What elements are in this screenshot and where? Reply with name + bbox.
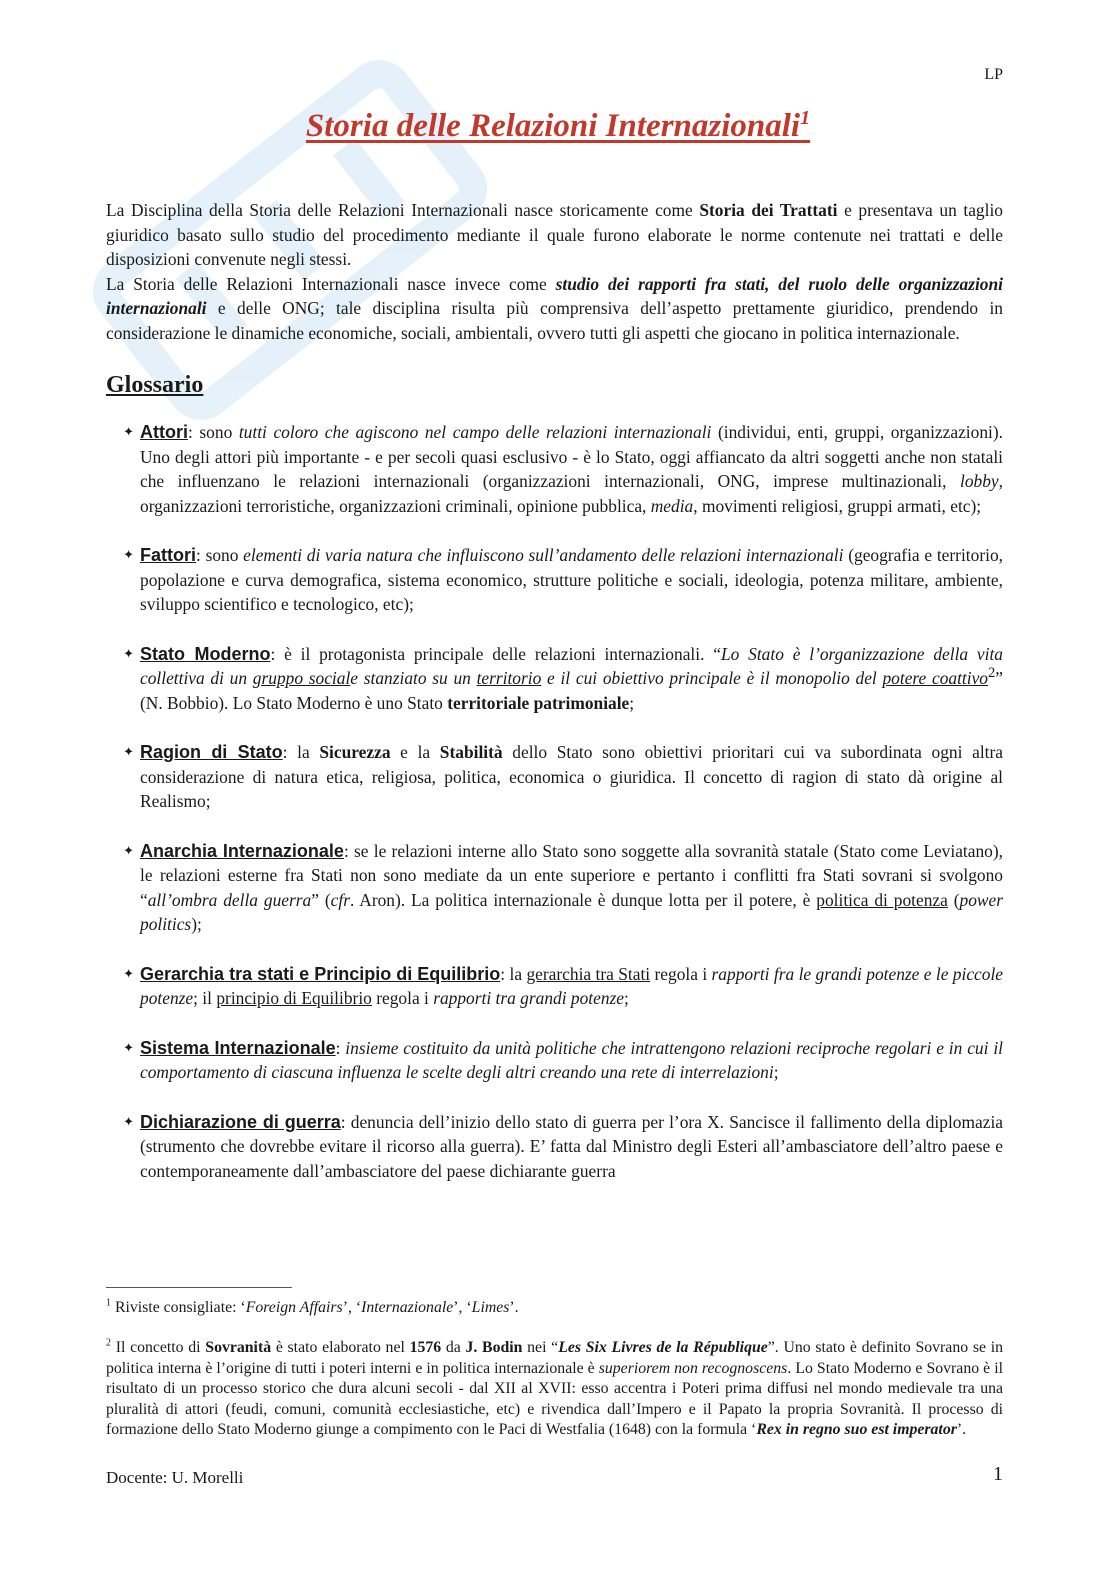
glossary-heading: Glossario xyxy=(106,372,204,398)
footnote-separator xyxy=(106,1287,292,1288)
footnote-ref-2[interactable]: 2 xyxy=(988,665,996,682)
intro-paragraph-1: La Disciplina della Storia delle Relazioni Internazionali nasce storicamente come Storia dei Trattati e presentava un taglio giuridico basato sullo studio del procedimento mediante il quale furono elaborate le norme contenute nei trattati e delle disposizioni convenute negli stessi. xyxy=(106,200,1003,269)
main-content xyxy=(106,198,1003,1208)
star-bullet-icon: ✦ xyxy=(123,645,134,661)
star-bullet-icon: ✦ xyxy=(123,842,134,858)
term-attori: Attori xyxy=(140,422,188,442)
footer-docente: Docente: U. Morelli xyxy=(106,1468,244,1487)
page-number: 1 xyxy=(993,1463,1003,1485)
glossary-item-anarchia: ✦ Anarchia Internazionale: se le relazioni interne allo Stato sono soggette alla sovranità statale (Stato come Leviatano), le relazioni esterne fra Stati non sono mediate da un ente superiore e pertanto i conflitti fra Stati sovrani si svolgono “all’ombra della guerra” (cfr. Aron). La politica internazionale è dunque lotta per il potere, è politica di potenza (power politics); xyxy=(106,839,1003,937)
glossary-item-sistema: ✦ Sistema Internazionale: insieme costituito da unità politiche che intrattengono relazioni reciproche regolari e in cui il comportamento di ciascuna influenza le scelte degli altri creando una rete di interrelazioni; xyxy=(106,1036,1003,1085)
star-bullet-icon: ✦ xyxy=(123,424,134,439)
term-stato-moderno: Stato Moderno xyxy=(140,643,271,664)
footnote-ref-1[interactable]: 1 xyxy=(800,107,811,129)
term-gerarchia: Gerarchia tra stati e Principio di Equilibrio xyxy=(140,963,501,984)
star-bullet-icon: ✦ xyxy=(123,965,134,981)
footnote-1: $^1$ Riviste consigliate: ‘Foreign Affairs’, ‘Internazionale’, ‘Limes’. xyxy=(106,1297,519,1316)
star-bullet-icon: ✦ xyxy=(123,744,134,759)
term-dichiarazione: Dichiarazione di guerra xyxy=(140,1111,341,1132)
footnote-2: $^2$ Il concetto di Sovranità è stato elaborato nel 1576 da J. Bodin nei “Les Six Livres de la République”. Uno stato è definito Sovrano se in politica interna è l’origine di tutti i poteri interni e in politica internazionale è superiorem non recognoscens. Lo Stato Moderno e Sovrano è il risultato di un processo storico che dura alcuni secoli - dal XII al XVII: esso accentra i Poteri prima diffusi nel mondo medievale tra una pluralità di attori (feudi, comuni, comunità ecclesiastiche, etc) e rivendica dall’Impero e il Papato la propria Sovranità. Il processo di formazione dello Stato Moderno giunge a compimento con le Paci di Westfalia (1648) con la formula ‘Rex in regno suo est imperator’. xyxy=(106,1337,1004,1438)
header-initials: LP xyxy=(984,66,1003,83)
glossary-item-ragion-di-stato: ✦ Ragion di Stato: la Sicurezza e la Stabilità dello Stato sono obiettivi prioritari cui va subordinata ogni altra considerazione di natura etica, religiosa, politica, economica o giuridica. Il concetto di ragion di stato dà origine al Realismo; xyxy=(106,740,1003,814)
star-bullet-icon: ✦ xyxy=(123,547,134,562)
term-ragion-di-stato: Ragion di Stato xyxy=(140,742,283,762)
glossary-item-fattori: ✦ Fattori: sono elementi di varia natura che influiscono sull’andamento delle relazioni internazionali (geografia e territorio, popolazione e curva demografica, sistema economico, strutture politiche e sociali, ideologia, potenza militare, ambiente, sviluppo scientifico e tecnologico, etc); xyxy=(106,543,1003,617)
star-bullet-icon: ✦ xyxy=(123,1113,134,1129)
intro-paragraph-2: La Storia delle Relazioni Internazionali nasce invece come studio dei rapporti fra stati, del ruolo delle organizzazioni internazionali e delle ONG; tale disciplina risulta più comprensiva dell’aspetto prettamente giuridico, prendendo in considerazione le dinamiche economiche, sociali, ambientali, ovvero tutti gli aspetti che giocano in politica internazionale. xyxy=(106,273,1004,343)
glossary-item-dichiarazione: ✦ Dichiarazione di guerra: denuncia dell’inizio dello stato di guerra per l’ora X. Sancisce il fallimento della diplomazia (strumento che dovrebbe evitare il ricorso alla guerra). E’ fatta dal Ministro degli Esteri all’ambasciatore dell’altro paese e contemporaneamente dall’ambasciatore del paese dichiarante guerra xyxy=(106,1110,1003,1184)
page-title: Storia delle Relazioni Internazionali$^1$ xyxy=(305,107,811,144)
term-sistema: Sistema Internazionale xyxy=(140,1037,336,1058)
glossary-item-gerarchia: ✦ Gerarchia tra stati e Principio di Equilibrio: la gerarchia tra Stati regola i rapporti fra le grandi potenze e le piccole potenze; il principio di Equilibrio regola i rapporti tra grandi potenze; xyxy=(106,962,1003,1011)
glossary-item-attori: ✦ Attori: sono tutti coloro che agiscono nel campo delle relazioni internazionali (individui, enti, gruppi, organizzazioni). Uno degli attori più importante - e per secoli quasi esclusivo - è lo Stato, oggi affiancato da altri soggetti anche non statali che influenzano le relazioni internazionali (organizzazioni internazionali, ONG, imprese multinazionali, lobby, organizzazioni terroristiche, organizzazioni criminali, opinione pubblica, media, movimenti religiosi, gruppi armati, etc); xyxy=(106,420,1003,518)
term-fattori: Fattori xyxy=(140,545,196,565)
term-anarchia: Anarchia Internazionale xyxy=(140,840,344,861)
star-bullet-icon: ✦ xyxy=(123,1039,134,1055)
glossary-item-stato-moderno: ✦ Stato Moderno: è il protagonista principale delle relazioni internazionali. “Lo Stato è l’organizzazione della vita collettiva di un gruppo sociale stanziato su un territorio e il cui obiettivo principale è il monopolio del potere coattivo$^2$” (N. Bobbio). Lo Stato Moderno è uno Stato territoriale patrimoniale; xyxy=(106,642,1003,716)
